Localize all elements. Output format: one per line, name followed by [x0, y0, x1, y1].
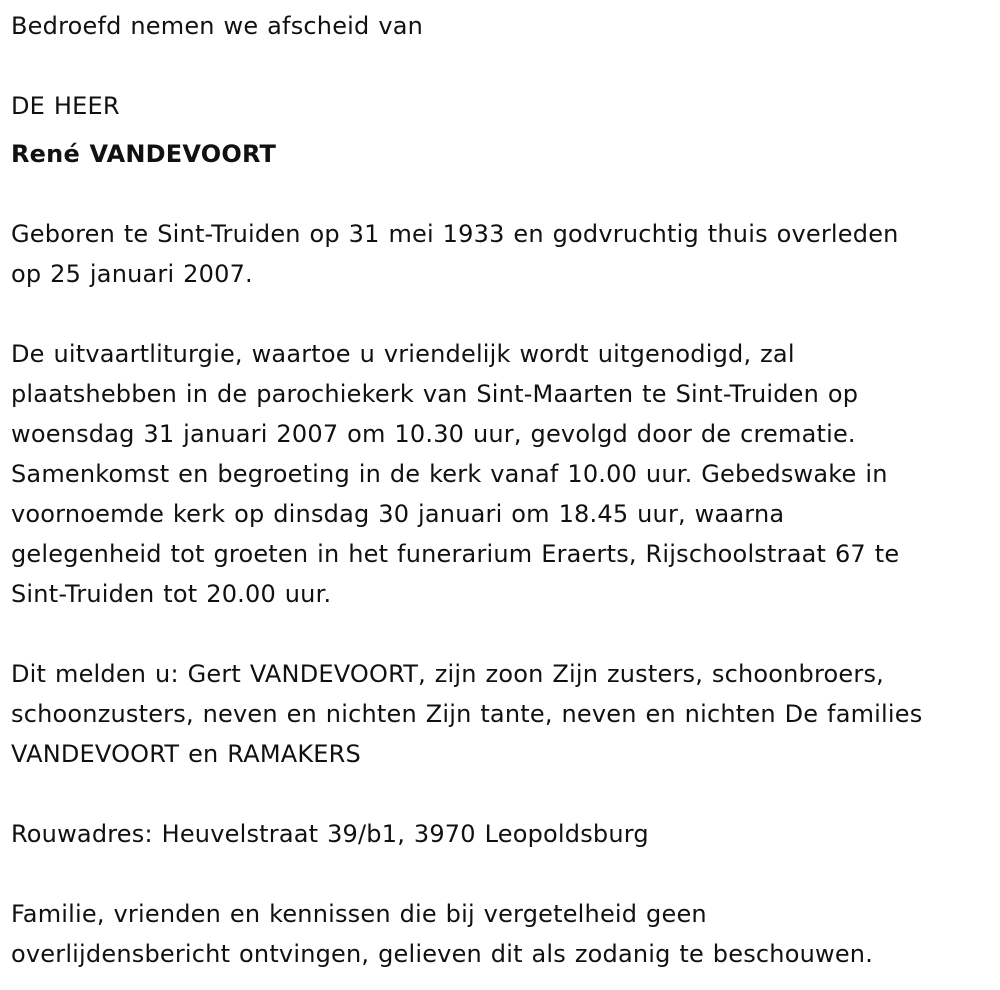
paragraph-line: schoonzusters, neven en nichten Zijn tante, neven en nichten De families	[11, 700, 923, 728]
death-notice	[11, 6, 991, 974]
funeral-paragraph	[11, 334, 991, 614]
family-paragraph	[11, 654, 991, 774]
paragraph-line: gelegenheid tot groeten in het funerarium Eraerts, Rijschoolstraat 67 te	[11, 540, 900, 568]
paragraph-line: VANDEVOORT en RAMAKERS	[11, 740, 361, 768]
paragraph-line: Dit melden u: Gert VANDEVOORT, zijn zoon Zijn zusters, schoonbroers,	[11, 660, 884, 688]
paragraph-line: plaatshebben in de parochiekerk van Sint-Maarten te Sint-Truiden op	[11, 380, 859, 408]
closing-paragraph	[11, 894, 991, 974]
paragraph-line: woensdag 31 januari 2007 om 10.30 uur, gevolgd door de crematie.	[11, 420, 856, 448]
mourning-address: Rouwadres: Heuvelstraat 39/b1, 3970 Leopoldsburg	[11, 820, 649, 848]
paragraph-line: voornoemde kerk op dinsdag 30 januari om 18.45 uur, waarna	[11, 500, 785, 528]
paragraph-line: Geboren te Sint-Truiden op 31 mei 1933 en godvruchtig thuis overleden	[11, 220, 899, 248]
deceased-name: René VANDEVOORT	[11, 140, 277, 168]
paragraph-line: overlijdensbericht ontvingen, gelieven dit als zodanig te beschouwen.	[11, 940, 874, 968]
honorific-title: DE HEER	[11, 92, 120, 120]
paragraph-line: Familie, vrienden en kennissen die bij vergetelheid geen	[11, 900, 707, 928]
birth-paragraph	[11, 214, 991, 294]
intro-text: Bedroefd nemen we afscheid van	[11, 12, 424, 40]
paragraph-line: Sint-Truiden tot 20.00 uur.	[11, 580, 332, 608]
paragraph-line: Samenkomst en begroeting in de kerk vanaf 10.00 uur. Gebedswake in	[11, 460, 888, 488]
paragraph-line: op 25 januari 2007.	[11, 260, 253, 288]
paragraph-line: De uitvaartliturgie, waartoe u vriendelijk wordt uitgenodigd, zal	[11, 340, 795, 368]
